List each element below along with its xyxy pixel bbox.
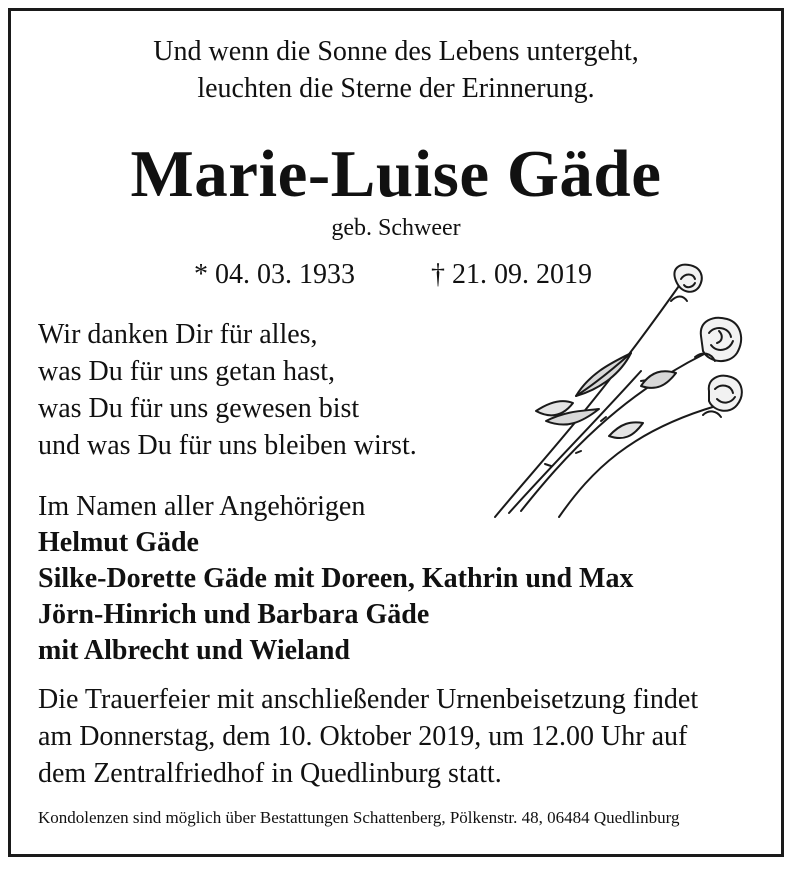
verse-line: Wir danken Dir für alles,	[38, 319, 318, 350]
deceased-name: Marie-Luise Gäde	[130, 137, 662, 211]
motto	[11, 33, 781, 107]
verse-line: und was Du für uns bleiben wirst.	[38, 430, 417, 461]
family-member: Silke-Dorette Gäde mit Doreen, Kathrin und Max	[38, 563, 634, 594]
birth-date: * 04. 03. 1933	[194, 259, 355, 290]
roses-icon	[481, 261, 751, 526]
obituary-notice	[8, 8, 784, 857]
thanks-verse	[38, 316, 417, 464]
family-signatures	[38, 489, 633, 669]
motto-line: Und wenn die Sonne des Lebens untergeht,	[153, 36, 639, 67]
verse-line: was Du für uns gewesen bist	[38, 393, 360, 424]
family-member: Helmut Gäde	[38, 527, 199, 558]
condolence-note: Kondolenzen sind möglich über Bestattungen Schattenberg, Pölkenstr. 48, 06484 Quedlinburg	[38, 808, 680, 827]
maiden-name: geb. Schweer	[331, 215, 461, 241]
ceremony-details	[38, 681, 768, 792]
ceremony-line: am Donnerstag, dem 10. Oktober 2019, um 12.00 Uhr auf	[38, 721, 688, 752]
death-date: † 21. 09. 2019	[431, 259, 592, 290]
verse-line: was Du für uns getan hast,	[38, 356, 336, 387]
family-member: Jörn-Hinrich und Barbara Gäde	[38, 599, 430, 630]
family-intro: Im Namen aller Angehörigen	[38, 491, 366, 522]
ceremony-line: Die Trauerfeier mit anschließender Urnenbeisetzung findet	[38, 684, 699, 715]
motto-line: leuchten die Sterne der Erinnerung.	[197, 73, 595, 104]
ceremony-line: dem Zentralfriedhof in Quedlinburg statt.	[38, 758, 502, 789]
family-member: mit Albrecht und Wieland	[38, 635, 350, 666]
